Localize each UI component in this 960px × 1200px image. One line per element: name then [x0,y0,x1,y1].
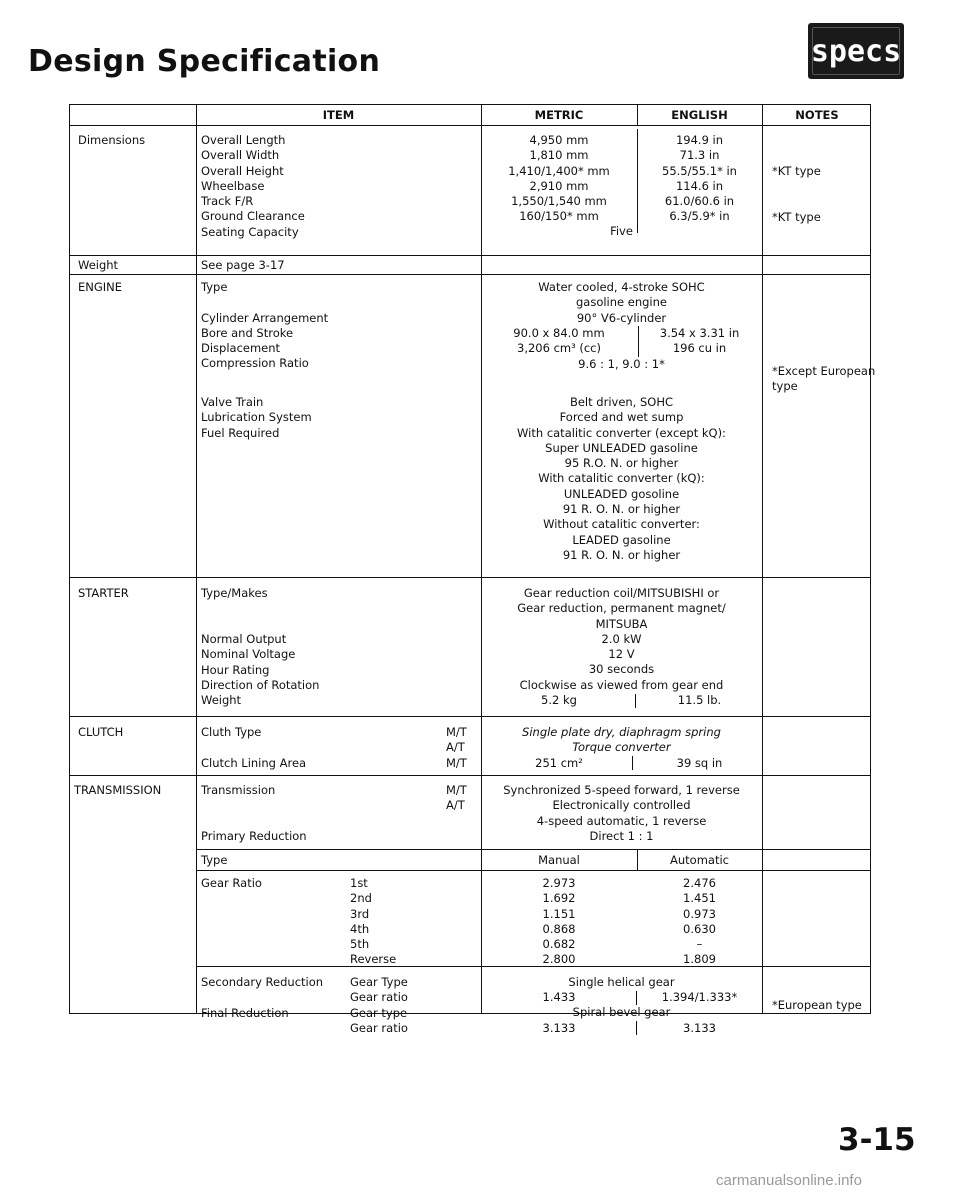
engine-items-2: Valve Train Lubrication System Fuel Required [201,395,312,440]
reduction-items: Secondary Reduction Final Reduction [201,975,324,1020]
transmission-items: Transmission Primary Reduction [201,783,307,843]
clutch-area-metric: 251 cm² [535,756,583,770]
col-divider-notes [762,105,763,1013]
clutch-area-english: 39 sq in [676,756,723,770]
clutch-values: Single plate dry, diaphragm spring Torque converter [522,725,721,755]
header-notes: NOTES [795,108,839,122]
starter-items-2: Normal Output Nominal Voltage Hour Rating Direction of Rotation Weight [201,632,320,708]
clutch-sep [632,756,633,770]
reduction-sub: Gear Type Gear ratio Gear type Gear ratio [350,975,408,1035]
engine-cylinder: 90° V6-cylinder [576,311,667,325]
final-auto: 3.133 [683,1021,716,1035]
gear-list: 1st 2nd 3rd 4th 5th Reverse [350,876,397,967]
spec-table [69,104,876,1035]
starter-sep [635,694,636,708]
engine-valve-lub-fuel: Belt driven, SOHC Forced and wet sump With catalitic converter (except kQ): Super UNLEADED gasoline 95 R.O. N. or higher With catalitic converter (kQ): UNLEADED gosoline 91 R. O. N. or higher Without catalitic converter: LEADED gasoline 91 R. O. N. or higher [517,395,726,562]
specs-badge: specs [808,23,904,79]
gear-manual-ratios: 2.973 1.692 1.151 0.868 0.682 2.800 [542,876,576,967]
starter-weight-metric: 5.2 kg [541,693,577,707]
dimensions-note-2: *KT type [772,210,821,224]
row-rule-clutch [70,716,870,717]
transmission-note: *European type [772,998,862,1012]
engine-disp-metric: 3,206 cm³ (cc) [517,341,601,355]
category-clutch: CLUTCH [78,725,124,739]
type-label: Type [201,853,228,867]
secondary-auto: 1.394/1.333* [661,990,738,1004]
category-transmission: TRANSMISSION [74,783,162,797]
category-weight: Weight [78,258,119,272]
clutch-modes: M/T A/T M/T [446,725,467,770]
engine-bore-english: 3.54 x 3.31 in [659,326,740,340]
gear-auto-ratios: 2.476 1.451 0.973 0.630 – 1.809 [683,876,716,967]
engine-items-1: Type Cylinder Arrangement Bore and Stroke Displacement Compression Ratio [201,280,329,371]
starter-items-1: Type/Makes [201,586,268,600]
col-divider-category [196,105,197,1013]
transmission-values: Synchronized 5-speed forward, 1 reverse Electronically controlled 4-speed automatic, 1 reverse Direct 1 : 1 [503,783,740,843]
engine-disp-english: 196 cu in [672,341,727,355]
type-manual: Manual [538,853,580,867]
page-title: Design Specification [28,44,381,79]
category-starter: STARTER [78,586,129,600]
engine-type: Water cooled, 4-stroke SOHC gasoline engine [538,280,705,310]
header-item: ITEM [322,108,355,122]
dimensions-metric: 4,950 mm 1,810 mm 1,410/1,400* mm 2,910 mm 1,550/1,540 mm 160/150* mm [508,133,610,224]
engine-bore-metric: 90.0 x 84.0 mm [513,326,605,340]
seating-capacity: Five [610,224,633,238]
starter-weight-english: 11.5 lb. [677,693,722,707]
dimensions-items: Overall Length Overall Width Overall Height Wheelbase Track F/R Ground Clearance Seating Capacity [201,133,305,239]
secondary-type: Single helical gear [568,975,675,989]
category-dimensions: Dimensions [78,133,146,147]
final-type: Spiral bevel gear [572,1005,671,1019]
row-rule-gear-ratio [196,870,870,871]
row-rule-weight [70,255,870,256]
header-metric: METRIC [534,108,584,122]
watermark: carmanualsonline.info [716,1172,862,1189]
row-rule-type [196,849,870,850]
page-number: 3-15 [838,1122,916,1158]
header-rule [70,125,870,126]
type-automatic: Automatic [670,853,729,867]
final-manual: 3.133 [542,1021,576,1035]
engine-note: *Except European type [772,364,876,394]
secondary-manual: 1.433 [542,990,576,1004]
category-engine: ENGINE [78,280,123,294]
weight-item: See page 3-17 [201,258,285,272]
dimensions-english: 194.9 in 71.3 in 55.5/55.1* in 114.6 in 61.0/60.6 in 6.3/5.9* in [662,133,737,224]
dimensions-note-1: *KT type [772,164,821,178]
row-rule-engine [70,274,870,275]
engine-compression: 9.6 : 1, 9.0 : 1* [578,357,665,371]
gear-ratio-label: Gear Ratio [201,876,262,890]
row-rule-starter [70,577,870,578]
starter-values: Gear reduction coil/MITSUBISHI or Gear reduction, permanent magnet/ MITSUBA 2.0 kW 12 V 30 seconds Clockwise as viewed from gear end [517,586,726,692]
row-rule-transmission [70,775,870,776]
header-english: ENGLISH [671,108,728,122]
transmission-modes: M/T A/T [446,783,467,813]
clutch-items: Cluth Type Clutch Lining Area [201,725,307,770]
